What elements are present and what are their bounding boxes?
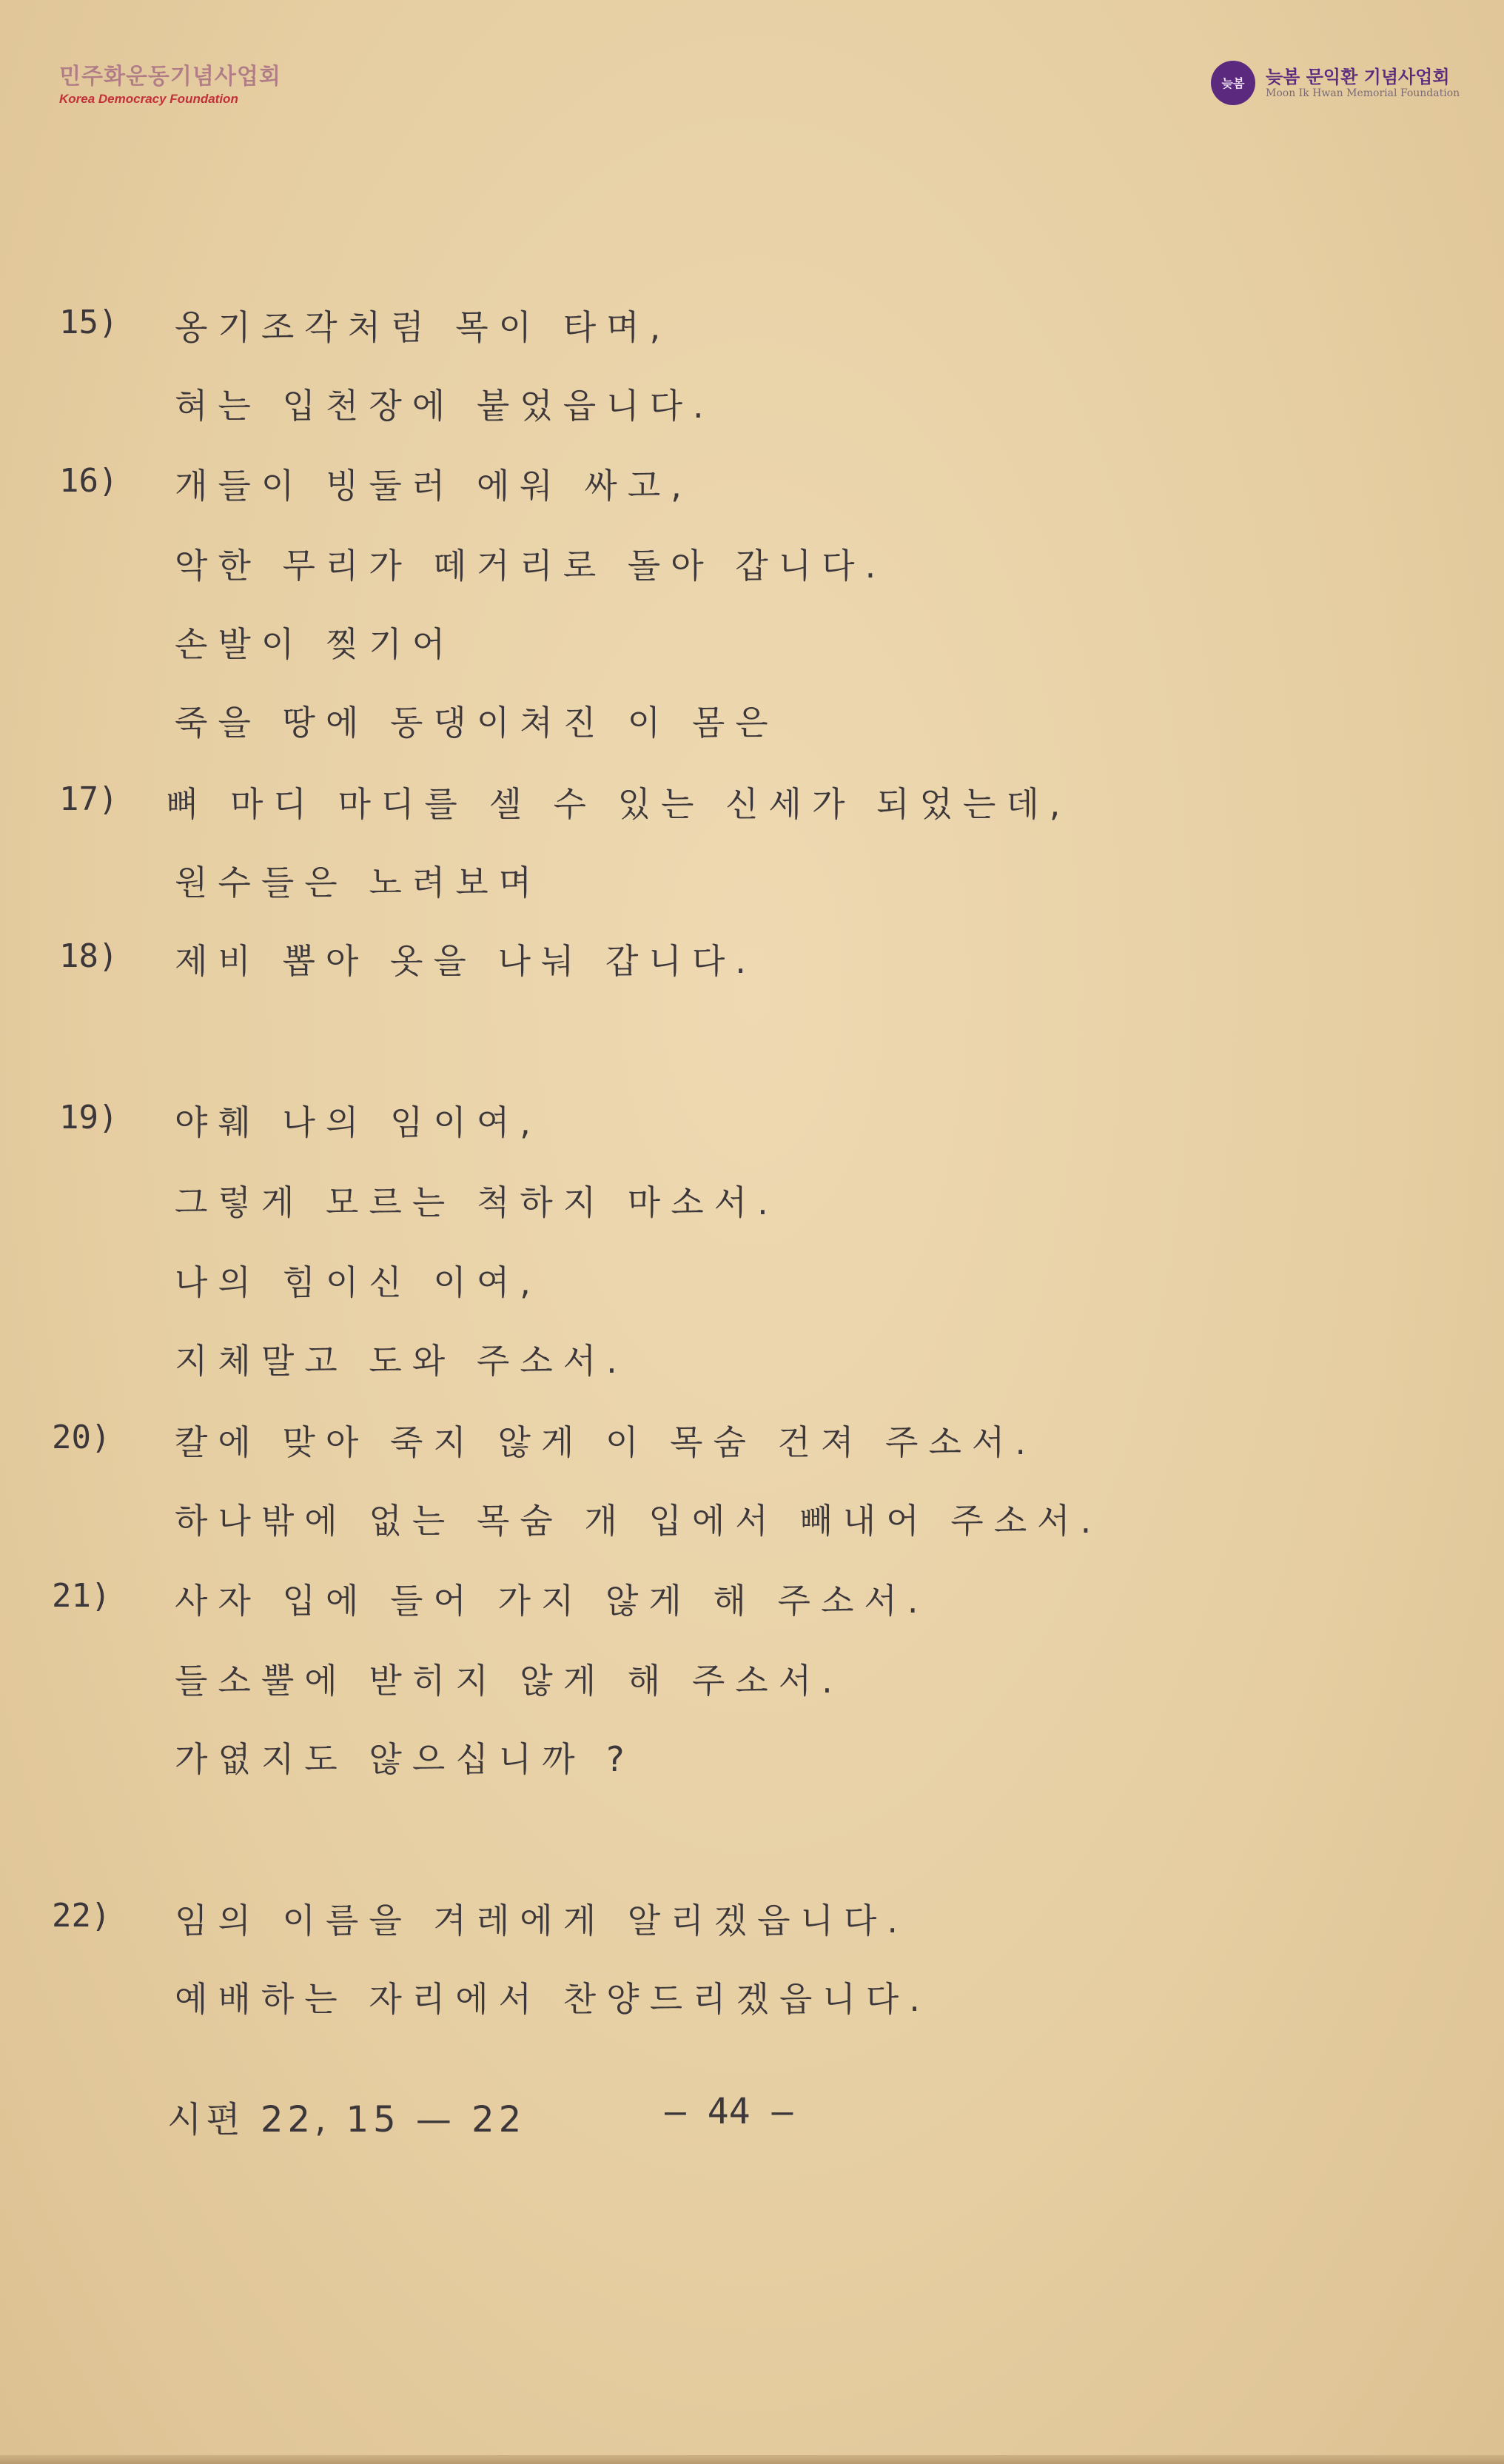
left-logo-english: Korea Democracy Foundation <box>59 92 238 106</box>
verse-line: 나의 힘이신 이여, <box>175 1262 541 1302</box>
page-number: — 44 — <box>665 2091 793 2132</box>
verse-line: 악한 무리가 떼거리로 돌아 갑니다. <box>175 546 887 586</box>
verse-number-20: 20) <box>52 1419 111 1456</box>
verse-line: 임의 이름을 겨레에게 알리겠읍니다. <box>175 1901 909 1941</box>
verse-number-18: 18) <box>59 937 118 975</box>
verse-line: 칼에 맞아 죽지 않게 이 목숨 건져 주소서. <box>175 1422 1036 1462</box>
korea-democracy-foundation-logo <box>59 58 281 107</box>
verse-number-21: 21) <box>52 1577 111 1615</box>
verse-line: 손발이 찢기어 <box>175 624 456 664</box>
verse-line: 혀는 입천장에 붙었읍니다. <box>175 386 714 426</box>
right-logo-english: Moon Ik Hwan Memorial Foundation <box>1266 87 1460 99</box>
left-logo-korean: 민주화운동기념사업회 <box>59 64 281 90</box>
verse-line: 원수들은 노려보며 <box>175 863 543 903</box>
moon-ik-hwan-foundation-logo <box>1211 58 1460 110</box>
verse-line: 개들이 빙둘러 에워 싸고, <box>175 466 692 506</box>
scripture-reference: 시편 22, 15 — 22 <box>167 2099 526 2140</box>
verse-line: 제비 뽑아 옷을 나눠 갑니다. <box>175 941 756 981</box>
verse-number-15: 15) <box>59 304 118 341</box>
verse-line: 가엾지도 않으십니까 ? <box>175 1739 635 1779</box>
verse-line: 예배하는 자리에서 찬양드리겠읍니다. <box>175 1979 930 2019</box>
verse-line: 사자 입에 들어 가지 않게 해 주소서. <box>175 1581 929 1621</box>
verse-line: 그렇게 모르는 척하지 마소서. <box>175 1182 779 1222</box>
verse-line: 야훼 나의 임이여, <box>175 1102 541 1142</box>
right-logo-korean: 늦봄 문익환 기념사업회 <box>1266 67 1450 87</box>
page-bottom-edge <box>0 2455 1504 2464</box>
verse-line: 들소뿔에 받히지 않게 해 주소서. <box>175 1661 843 1701</box>
foundation-badge-text: 늦봄 <box>1221 76 1245 90</box>
verse-number-17: 17) <box>59 780 118 818</box>
verse-line: 옹기조각처럼 목이 타며, <box>175 307 671 347</box>
verse-line: 하나밖에 없는 목숨 개 입에서 빼내어 주소서. <box>175 1501 1102 1541</box>
verse-line: 죽을 땅에 동댕이쳐진 이 몸은 <box>175 703 779 743</box>
verse-line: 뼈 마디 마디를 셀 수 있는 신세가 되었는데, <box>166 784 1071 824</box>
verse-number-22: 22) <box>52 1897 111 1935</box>
verse-number-19: 19) <box>59 1099 118 1136</box>
verse-number-16: 16) <box>59 462 118 500</box>
verse-line: 지체말고 도와 주소서. <box>175 1341 628 1381</box>
